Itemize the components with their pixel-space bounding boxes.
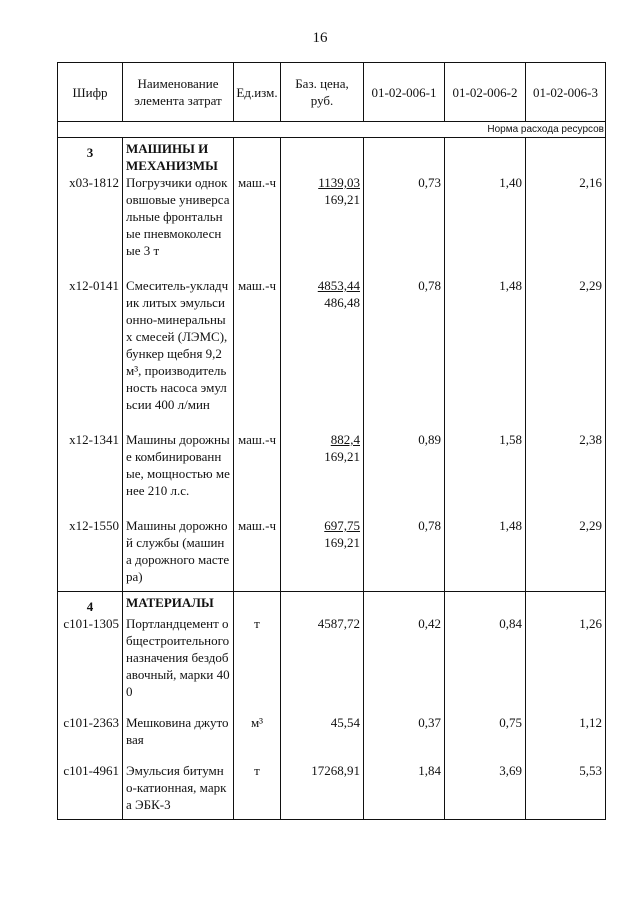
norm-variant-2: 0,75 xyxy=(445,714,526,762)
resource-code: с101-1305 xyxy=(58,615,123,714)
norm-variant-2: 1,48 xyxy=(445,517,526,592)
norm-variant-2: 1,40 xyxy=(445,174,526,277)
header-name: Наименование элемента затрат xyxy=(123,63,234,122)
empty-cell xyxy=(281,138,364,175)
table-row xyxy=(58,174,606,277)
norm-variant-1: 1,84 xyxy=(364,762,445,820)
norm-variant-1: 0,78 xyxy=(364,277,445,431)
price-salary: 169,21 xyxy=(324,192,360,207)
base-price xyxy=(281,714,364,762)
price-salary: 169,21 xyxy=(324,535,360,550)
norm-variant-3: 2,16 xyxy=(526,174,606,277)
base-price xyxy=(281,431,364,517)
price-total: 17268,91 xyxy=(311,763,360,778)
section-title: МАШИНЫ И МЕХАНИЗМЫ xyxy=(123,138,234,175)
empty-cell xyxy=(364,592,445,616)
norm-variant-3: 5,53 xyxy=(526,762,606,820)
resource-code: х12-1550 xyxy=(58,517,123,592)
resource-unit: маш.-ч xyxy=(234,431,281,517)
norm-variant-2: 0,84 xyxy=(445,615,526,714)
base-price xyxy=(281,517,364,592)
resource-code: х03-1812 xyxy=(58,174,123,277)
norm-variant-3: 2,29 xyxy=(526,277,606,431)
norm-variant-1: 0,42 xyxy=(364,615,445,714)
base-price xyxy=(281,615,364,714)
price-total: 45,54 xyxy=(330,715,360,730)
header-unit: Ед.изм. xyxy=(234,63,281,122)
price-salary: 486,48 xyxy=(324,295,360,310)
resource-unit: маш.-ч xyxy=(234,174,281,277)
base-price xyxy=(281,174,364,277)
empty-cell xyxy=(234,138,281,175)
resource-unit: маш.-ч xyxy=(234,277,281,431)
resource-unit: м³ xyxy=(234,714,281,762)
resource-unit: т xyxy=(234,615,281,714)
price-total: 697,75 xyxy=(324,518,360,533)
norm-variant-3: 2,38 xyxy=(526,431,606,517)
norm-variant-2: 1,58 xyxy=(445,431,526,517)
norm-label: Норма расхода ресурсов xyxy=(58,122,606,138)
header-code: Шифр xyxy=(58,63,123,122)
resource-name: Машины дорожные комбинированные, мощностью менее 210 л.с. xyxy=(123,431,234,517)
header-row xyxy=(58,63,606,122)
norm-variant-1: 0,78 xyxy=(364,517,445,592)
price-total: 4587,72 xyxy=(317,616,360,631)
header-variant-1: 01-02-006-1 xyxy=(364,63,445,122)
table-row xyxy=(58,714,606,762)
norm-variant-3: 1,26 xyxy=(526,615,606,714)
header-variant-3: 01-02-006-3 xyxy=(526,63,606,122)
norm-row xyxy=(58,122,606,138)
empty-cell xyxy=(445,138,526,175)
header-price: Баз. цена, руб. xyxy=(281,63,364,122)
norm-variant-3: 2,29 xyxy=(526,517,606,592)
page-number: 16 xyxy=(312,30,328,46)
resource-name: Погрузчики одноковшовые универсальные фронтальные пневмоколесные 3 т xyxy=(123,174,234,277)
section-row xyxy=(58,138,606,175)
norm-variant-2: 1,48 xyxy=(445,277,526,431)
resource-code: с101-4961 xyxy=(58,762,123,820)
base-price xyxy=(281,762,364,820)
norm-variant-1: 0,37 xyxy=(364,714,445,762)
resource-code: с101-2363 xyxy=(58,714,123,762)
resource-name: Машины дорожной службы (машина дорожного мастера) xyxy=(123,517,234,592)
table-row xyxy=(58,277,606,431)
section-number: 3 xyxy=(58,138,123,175)
empty-cell xyxy=(445,592,526,616)
resource-name: Портландцемент общестроительного назначения бездобавочный, марки 400 xyxy=(123,615,234,714)
price-salary: 169,21 xyxy=(324,449,360,464)
price-total: 1139,03 xyxy=(318,175,360,190)
base-price xyxy=(281,277,364,431)
resource-unit: т xyxy=(234,762,281,820)
section-number: 4 xyxy=(58,592,123,616)
section-row xyxy=(58,592,606,616)
table-row xyxy=(58,517,606,592)
resource-name: Смеситель-укладчик литых эмульсионно-минеральных смесей (ЛЭМС), бункер щебня 9,2 м³, производительность насоса эмульсии 400 л/мин xyxy=(123,277,234,431)
table-row xyxy=(58,615,606,714)
section-title: МАТЕРИАЛЫ xyxy=(123,592,234,616)
empty-cell xyxy=(526,138,606,175)
norm-variant-1: 0,89 xyxy=(364,431,445,517)
norm-variant-3: 1,12 xyxy=(526,714,606,762)
empty-cell xyxy=(281,592,364,616)
header-variant-2: 01-02-006-2 xyxy=(445,63,526,122)
price-total: 4853,44 xyxy=(317,278,360,293)
resource-unit: маш.-ч xyxy=(234,517,281,592)
table-row xyxy=(58,431,606,517)
resource-name: Эмульсия битумно-катионная, марка ЭБК-3 xyxy=(123,762,234,820)
table-row xyxy=(58,762,606,820)
empty-cell xyxy=(234,592,281,616)
resource-name: Мешковина джутовая xyxy=(123,714,234,762)
empty-cell xyxy=(364,138,445,175)
norm-variant-1: 0,73 xyxy=(364,174,445,277)
empty-cell xyxy=(526,592,606,616)
resource-code: х12-1341 xyxy=(58,431,123,517)
resource-code: х12-0141 xyxy=(58,277,123,431)
price-total: 882,4 xyxy=(330,432,360,447)
resource-table xyxy=(57,62,606,820)
norm-variant-2: 3,69 xyxy=(445,762,526,820)
